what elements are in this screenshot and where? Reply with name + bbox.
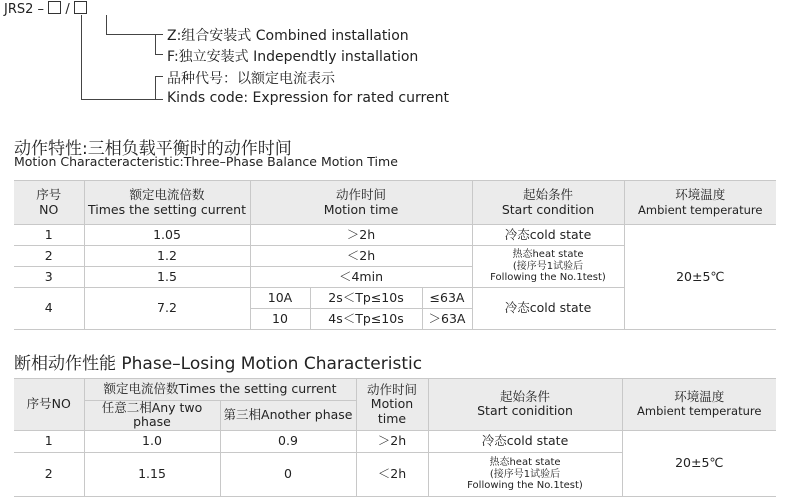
model-code (4, 1, 87, 17)
header-any-two-phase: 任意二相Any two phase (84, 401, 220, 431)
cell-ambient: 20±5℃ (624, 225, 776, 330)
section1-subtitle: Motion Characteracteristic:Three–Phase Balance Motion Time (14, 154, 398, 169)
table-header-row (14, 379, 776, 401)
cell-motion: ＜2h (250, 246, 472, 267)
cell-times: 1.05 (84, 225, 250, 246)
cell-no: 3 (14, 267, 84, 288)
header-no: 序号 NO (14, 181, 84, 225)
header-third-phase: 第三相Another phase (220, 401, 356, 431)
section1-title: 动作特性:三相负载平衡时的动作时间 (14, 139, 292, 159)
header-times: 额定电流倍数 Times the setting current (84, 181, 250, 225)
cell-no: 2 (14, 452, 84, 496)
cell-motion: ＜4min (250, 267, 472, 288)
connector-line-kind (81, 15, 163, 100)
cell-times: 7.2 (84, 288, 250, 330)
header-motion-time: 动作时间 Motion time (356, 379, 428, 431)
model-prefix: JRS2 – (4, 2, 45, 17)
cell-any-two: 1.15 (84, 452, 220, 496)
header-times: 额定电流倍数Times the setting current (84, 379, 356, 401)
connector-tick-kind2 (155, 76, 163, 78)
cell-cold-state: 冷态cold state (472, 225, 624, 246)
z-installation-text: Z:组合安装式 Combined installation (167, 28, 409, 44)
cell-any-two: 1.0 (84, 430, 220, 452)
cell-no: 4 (14, 288, 84, 330)
cell-amp: 10 (250, 309, 310, 330)
header-start-condition: 起始条件 Start condition (472, 181, 624, 225)
cell-motion: ＜2h (356, 452, 428, 496)
option-box-1 (48, 1, 61, 14)
f-installation-text: F:独立安装式 Independtly installation (167, 49, 419, 65)
table-row (14, 430, 776, 452)
model-slash: / (65, 2, 70, 17)
phase-losing-table (14, 378, 776, 497)
section2-title: 断相动作性能 Phase–Losing Motion Characteristic (14, 354, 423, 374)
cell-cold-state: 冷态cold state (472, 288, 624, 330)
cell-range: 4s＜Tp≤10s (310, 309, 422, 330)
header-no: 序号NO (14, 379, 84, 431)
cell-range: 2s＜Tp≤10s (310, 288, 422, 309)
cell-limit: ≤63A (422, 288, 472, 309)
cell-ambient: 20±5℃ (622, 430, 776, 496)
cell-limit: ＞63A (422, 309, 472, 330)
cell-heat-state: 热态heat state (接序号1试验后 Following the No.1test) (472, 246, 624, 288)
cell-no: 1 (14, 430, 84, 452)
cell-times: 1.2 (84, 246, 250, 267)
header-start-condition: 起始条件 Start conidition (428, 379, 622, 431)
option-box-2 (74, 1, 87, 14)
kinds-code-en-text: Kinds code: Expression for rated current (167, 90, 449, 106)
cell-heat-state: 热态heat state (接序号1试验后 Following the No.1test) (428, 452, 622, 496)
cell-amp: 10A (250, 288, 310, 309)
cell-third: 0.9 (220, 430, 356, 452)
connector-tick-kind (155, 76, 157, 99)
cell-no: 1 (14, 225, 84, 246)
header-ambient: 环境温度 Ambient temperature (622, 379, 776, 431)
header-ambient: 环境温度 Ambient temperature (624, 181, 776, 225)
kinds-code-cn-text: 品种代号：以额定电流表示 (167, 71, 335, 87)
cell-third: 0 (220, 452, 356, 496)
table-row (14, 225, 776, 246)
table-header-row (14, 181, 776, 225)
cell-cold-state: 冷态cold state (428, 430, 622, 452)
motion-characteristic-table (14, 180, 776, 330)
cell-motion: ＞2h (356, 430, 428, 452)
cell-no: 2 (14, 246, 84, 267)
cell-motion: ＞2h (250, 225, 472, 246)
header-motion-time: 动作时间 Motion time (250, 181, 472, 225)
cell-times: 1.5 (84, 267, 250, 288)
